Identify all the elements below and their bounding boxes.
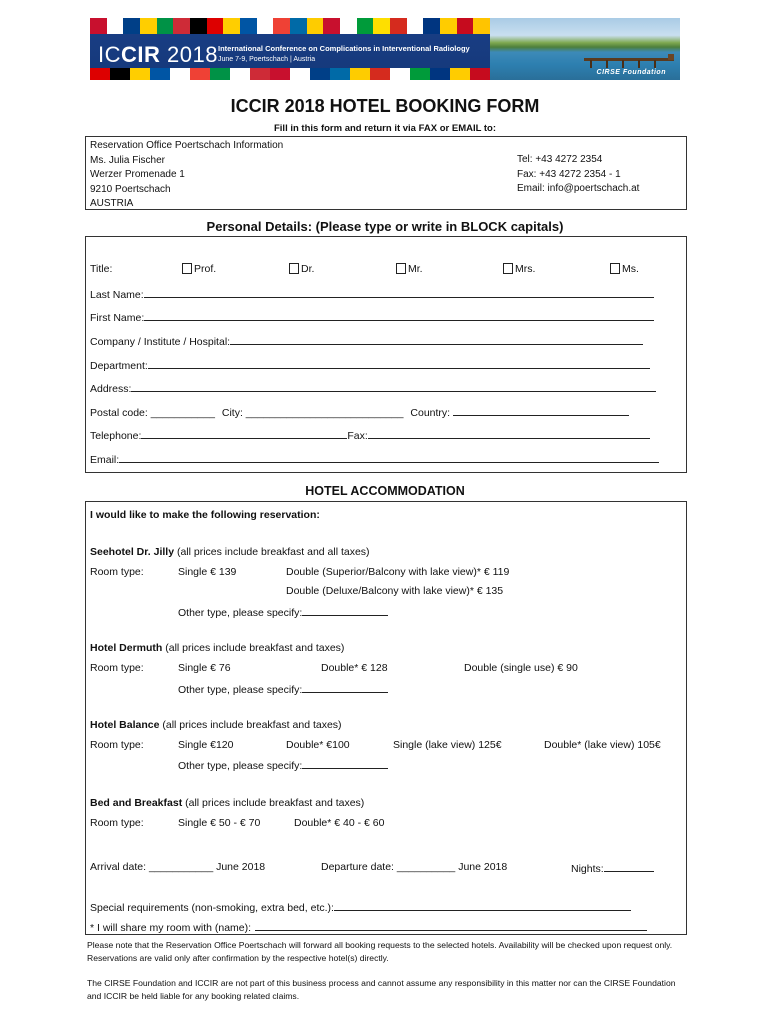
- other-type-field[interactable]: [302, 758, 388, 769]
- room-type-label: Room type:: [90, 566, 144, 578]
- hotel-name: Hotel Balance: [90, 719, 160, 731]
- reservation-intro: I would like to make the following reservation:: [90, 509, 320, 521]
- checkbox[interactable]: [503, 263, 513, 274]
- title-option-prof[interactable]: [182, 263, 216, 275]
- personal-details-heading: Personal Details: (Please type or write in BLOCK capitals): [206, 219, 564, 234]
- share-room-label: * I will share my room with (name):: [90, 922, 252, 934]
- address-line: Werzer Promenade 1: [90, 169, 185, 180]
- hotel-accommodation-box: [85, 501, 687, 935]
- address-line: 9210 Poertschach: [90, 183, 171, 195]
- seehotel-double-deluxe-option[interactable]: Double (Deluxe/Balcony with lake view)* € 135: [286, 585, 504, 597]
- banner-left-panel: [90, 18, 490, 80]
- conference-dates: June 7-9, Poertschach | Austria: [218, 56, 316, 63]
- option-label: Mrs.: [515, 263, 536, 275]
- address-row: [90, 381, 656, 395]
- other-type-field[interactable]: [302, 682, 388, 693]
- dermuth-double-option[interactable]: Double* € 128: [321, 662, 388, 674]
- special-requirements-label: Special requirements (non-smoking, extra bed, etc.):: [90, 902, 334, 914]
- hotel-accommodation-heading: HOTEL ACCOMMODATION: [305, 484, 465, 498]
- option-label: Prof.: [194, 263, 217, 275]
- first-name-label: First Name:: [90, 312, 145, 324]
- contact-fax: Fax: +43 4272 2354 - 1: [517, 168, 621, 180]
- special-requirements-row: [90, 900, 631, 914]
- balance-double-option[interactable]: Double* €100: [286, 739, 350, 751]
- contact-tel: Tel: +43 4272 2354: [517, 154, 603, 165]
- cirse-foundation-logo: CIRSE Foundation: [596, 69, 666, 76]
- lake-photo: [490, 18, 680, 80]
- share-room-field[interactable]: [255, 920, 647, 931]
- checkbox[interactable]: [289, 263, 299, 274]
- dermuth-single-option[interactable]: Single € 76: [178, 662, 231, 674]
- first-name-row: [90, 310, 654, 324]
- email-field[interactable]: [119, 452, 659, 463]
- telephone-label: Telephone:: [90, 430, 142, 442]
- company-row: [90, 334, 643, 348]
- last-name-field[interactable]: [144, 287, 654, 298]
- department-field[interactable]: [148, 358, 650, 369]
- room-type-label: Room type:: [90, 662, 144, 674]
- address-line: Reservation Office Poertschach Information: [90, 140, 284, 151]
- city-field[interactable]: City: ___________________________: [221, 407, 404, 419]
- hotel-note: (all prices include breakfast and taxes): [162, 642, 345, 654]
- arrival-date-field[interactable]: Arrival date: ___________ June 2018: [90, 861, 266, 873]
- nights-row: [571, 861, 654, 875]
- address-label: Address:: [90, 383, 132, 395]
- liability-note: The CIRSE Foundation and ICCIR are not part of this business process and cannot assume any responsibility in this matter nor can the CIRSE Foundation and ICCIR be held liable for any booking related claims.: [87, 978, 676, 1001]
- address-line: AUSTRIA: [90, 198, 134, 209]
- postal-code-field[interactable]: Postal code: ___________: [90, 407, 215, 419]
- option-label: Dr.: [301, 263, 315, 275]
- hotel-name: Hotel Dermuth: [90, 642, 163, 654]
- checkbox[interactable]: [182, 263, 192, 274]
- contact-email: Email: info@poertschach.at: [517, 183, 640, 194]
- seehotel-heading: [90, 546, 370, 558]
- telephone-field[interactable]: [141, 428, 347, 439]
- last-name-label: Last Name:: [90, 289, 144, 301]
- telephone-fax-row: [90, 428, 650, 442]
- title-option-ms[interactable]: [610, 263, 639, 275]
- hotel-name: Seehotel Dr. Jilly: [90, 546, 175, 558]
- other-type-label: Other type, please specify:: [178, 607, 303, 619]
- seehotel-single-option[interactable]: Single € 139: [178, 566, 237, 578]
- special-requirements-field[interactable]: [334, 900, 631, 911]
- flag-stripe-top: [90, 18, 490, 34]
- balance-single-lake-option[interactable]: Single (lake view) 125€: [393, 739, 502, 751]
- option-label: Ms.: [622, 263, 639, 275]
- department-label: Department:: [90, 360, 148, 372]
- dermuth-other-type: [178, 682, 388, 696]
- personal-details-box: [85, 236, 687, 473]
- option-label: Mr.: [408, 263, 423, 275]
- email-label: Email:: [90, 454, 120, 466]
- fax-label: Fax:: [347, 430, 368, 442]
- bnb-double-option[interactable]: Double* € 40 - € 60: [294, 817, 385, 829]
- postal-city-country-row: [90, 405, 629, 419]
- balance-double-lake-option[interactable]: Double* (lake view) 105€: [544, 739, 661, 751]
- iccir-logo: ICCIR 2018: [98, 42, 218, 67]
- conference-name: International Conference on Complications in Interventional Radiology: [218, 44, 470, 53]
- bnb-single-option[interactable]: Single € 50 - € 70: [178, 817, 261, 829]
- flag-stripe-bottom: [90, 68, 490, 80]
- balance-single-option[interactable]: Single €120: [178, 739, 234, 751]
- last-name-row: [90, 287, 654, 301]
- country-label: Country:: [410, 407, 451, 419]
- share-room-row: [90, 920, 647, 934]
- hotel-note: (all prices include breakfast and all taxes): [174, 546, 370, 558]
- address-field[interactable]: [131, 381, 656, 392]
- dermuth-double-single-use-option[interactable]: Double (single use) € 90: [464, 662, 578, 674]
- hotel-note: (all prices include breakfast and taxes): [159, 719, 342, 731]
- seehotel-double-superior-option[interactable]: Double (Superior/Balcony with lake view)* € 119: [286, 566, 510, 578]
- department-row: [90, 358, 650, 372]
- reservation-office-box: [85, 136, 687, 210]
- form-subtitle: Fill in this form and return it via FAX or EMAIL to:: [273, 123, 497, 134]
- bnb-heading: [90, 797, 364, 809]
- first-name-field[interactable]: [144, 310, 654, 321]
- nights-label: Nights:: [571, 863, 604, 875]
- availability-note: Please note that the Reservation Office Poertschach will forward all booking requests to the selected hotels. Availability will be checked upon request only. Reservations are valid only after confirmation by the respective hotel(s) directly.: [87, 940, 673, 963]
- company-field[interactable]: [230, 334, 643, 345]
- departure-date-field[interactable]: Departure date: __________ June 2018: [321, 861, 508, 873]
- conference-banner: [90, 18, 680, 80]
- other-type-label: Other type, please specify:: [178, 760, 303, 772]
- address-line: Ms. Julia Fischer: [90, 154, 166, 166]
- title-label: Title:: [90, 263, 113, 275]
- hotel-note: (all prices include breakfast and taxes): [182, 797, 365, 809]
- balance-heading: [90, 719, 342, 731]
- form-title: ICCIR 2018 HOTEL BOOKING FORM: [230, 96, 540, 116]
- checkbox[interactable]: [610, 263, 620, 274]
- other-type-field[interactable]: [302, 605, 388, 616]
- seehotel-other-type: [178, 605, 388, 619]
- title-option-mrs[interactable]: [503, 263, 535, 275]
- fax-field[interactable]: [368, 428, 650, 439]
- email-row: [90, 452, 659, 466]
- title-option-dr[interactable]: [289, 263, 314, 275]
- room-type-label: Room type:: [90, 817, 144, 829]
- balance-other-type: [178, 758, 388, 772]
- company-label: Company / Institute / Hospital:: [90, 336, 231, 348]
- dermuth-heading: [90, 642, 344, 654]
- other-type-label: Other type, please specify:: [178, 684, 303, 696]
- pier-icon: [584, 50, 674, 70]
- checkbox[interactable]: [396, 263, 406, 274]
- nights-field[interactable]: [604, 861, 654, 872]
- reservation-contact: [517, 153, 639, 197]
- room-type-label: Room type:: [90, 739, 144, 751]
- title-option-mr[interactable]: [396, 263, 423, 275]
- reservation-address: [90, 139, 283, 212]
- hotel-name: Bed and Breakfast: [90, 797, 183, 809]
- country-field[interactable]: [453, 405, 629, 416]
